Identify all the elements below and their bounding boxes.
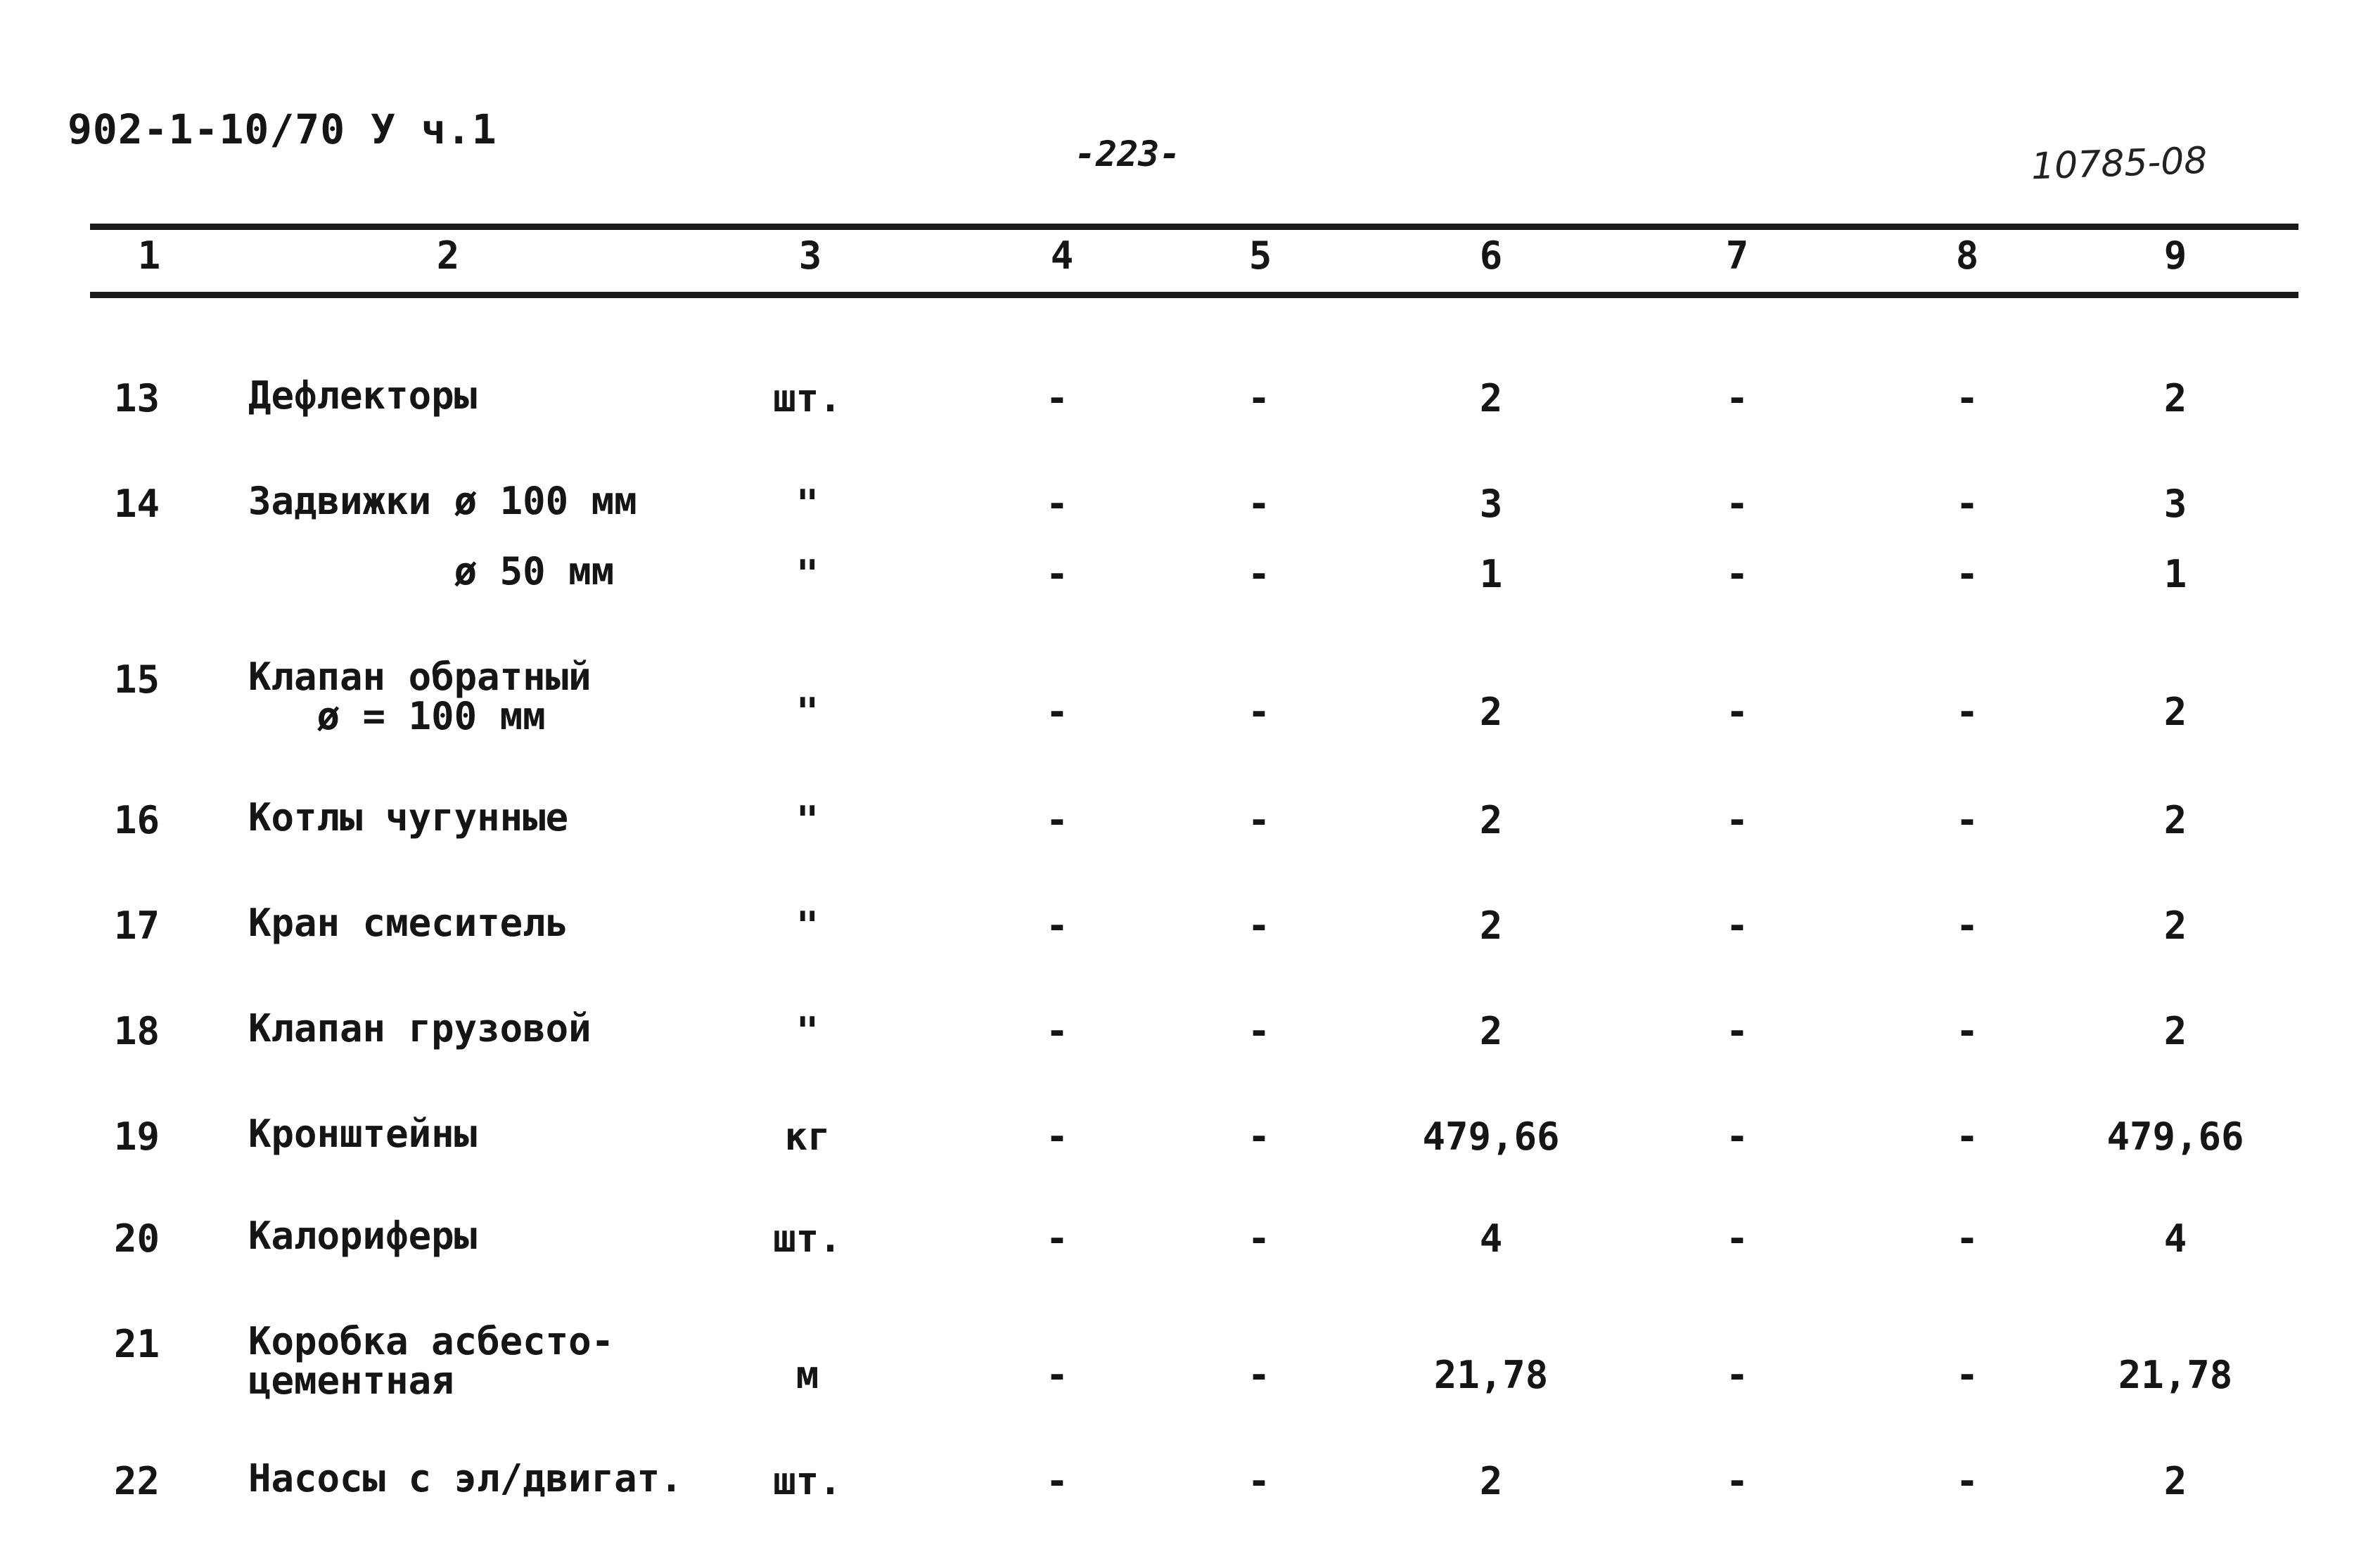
unit-cell: "	[795, 552, 819, 596]
column-6-value: 2	[1479, 798, 1503, 842]
item-name	[248, 549, 615, 593]
item-name-line: Насосы с эл/двигат.	[248, 1456, 683, 1500]
column-8-value: -	[1955, 552, 1979, 596]
column-5-value: -	[1247, 1216, 1271, 1261]
row-number: 17	[114, 904, 160, 948]
column-7-value: -	[1725, 798, 1749, 842]
column-9-value: 2	[2163, 1459, 2187, 1503]
unit-cell: шт.	[773, 1459, 842, 1503]
row-number: 14	[114, 482, 160, 526]
item-name	[248, 1456, 683, 1500]
column-7-value: -	[1725, 1459, 1749, 1503]
item-name	[248, 795, 569, 840]
column-8-value: -	[1955, 690, 1979, 734]
column-4-value: -	[1045, 1216, 1069, 1261]
row-number: 19	[114, 1114, 160, 1159]
column-header-5: 5	[1248, 233, 1272, 278]
row-number: 20	[114, 1216, 160, 1261]
column-5-value: -	[1247, 1009, 1271, 1053]
column-4-value: -	[1045, 798, 1069, 842]
unit-cell: шт.	[773, 376, 842, 420]
column-header-2: 2	[436, 233, 460, 278]
column-4-value: -	[1045, 552, 1069, 596]
column-9-value: 2	[2163, 904, 2187, 948]
item-name-line: Клапан обратный	[248, 655, 591, 699]
column-4-value: -	[1045, 1353, 1069, 1397]
row-number: 13	[114, 376, 160, 420]
column-8-value: -	[1955, 1216, 1979, 1261]
column-header-9: 9	[2163, 233, 2187, 278]
unit-cell: "	[795, 482, 819, 526]
item-name-line: Кран смеситель	[248, 901, 569, 945]
column-6-value: 2	[1479, 904, 1503, 948]
column-9-value: 479,66	[2106, 1114, 2244, 1159]
column-6-value: 4	[1479, 1216, 1503, 1261]
column-8-value: -	[1955, 1459, 1979, 1503]
column-header-8: 8	[1955, 233, 1979, 278]
column-6-value: 2	[1479, 376, 1503, 420]
row-number: 18	[114, 1009, 160, 1053]
item-name	[248, 1006, 591, 1050]
column-4-value: -	[1045, 904, 1069, 948]
item-name-line: Дефлекторы	[248, 373, 478, 418]
column-9-value: 2	[2163, 798, 2187, 842]
item-name	[248, 1114, 477, 1154]
column-6-value: 1	[1479, 552, 1503, 596]
column-8-value: -	[1955, 1353, 1979, 1397]
column-8-value: -	[1955, 376, 1979, 420]
column-header-3: 3	[798, 233, 822, 278]
column-header-6: 6	[1479, 233, 1503, 278]
column-9-value: 2	[2163, 376, 2187, 420]
unit-cell: кг	[784, 1114, 831, 1159]
column-4-value: -	[1045, 1114, 1069, 1159]
unit-cell: м	[795, 1353, 819, 1397]
column-7-value: -	[1725, 376, 1749, 420]
unit-cell: "	[795, 904, 819, 948]
column-5-value: -	[1247, 376, 1271, 420]
column-6-value: 479,66	[1422, 1114, 1560, 1159]
unit-cell: "	[795, 1009, 819, 1053]
column-5-value: -	[1247, 1459, 1271, 1503]
table-header-rule	[90, 292, 2298, 298]
column-9-value: 2	[2163, 1009, 2187, 1053]
row-number: 22	[114, 1459, 160, 1503]
item-name-line: ø 50 мм	[248, 549, 615, 593]
column-header-1: 1	[137, 233, 161, 278]
column-6-value: 21,78	[1433, 1353, 1549, 1397]
item-name	[248, 479, 637, 523]
column-8-value: -	[1955, 904, 1979, 948]
column-5-value: -	[1247, 1114, 1271, 1159]
column-6-value: 2	[1479, 1009, 1503, 1053]
column-5-value: -	[1247, 1353, 1271, 1397]
item-name	[248, 373, 478, 418]
column-8-value: -	[1955, 798, 1979, 842]
column-6-value: 3	[1479, 482, 1503, 526]
column-7-value: -	[1725, 904, 1749, 948]
column-9-value: 2	[2163, 690, 2187, 734]
column-7-value: -	[1725, 482, 1749, 526]
item-name	[248, 1319, 615, 1403]
column-9-value: 4	[2163, 1216, 2187, 1261]
unit-cell: "	[795, 798, 819, 842]
column-7-value: -	[1725, 1009, 1749, 1053]
column-5-value: -	[1247, 482, 1271, 526]
column-7-value: -	[1725, 1216, 1749, 1261]
column-5-value: -	[1247, 798, 1271, 842]
column-9-value: 3	[2163, 482, 2187, 526]
row-number: 16	[114, 798, 160, 842]
column-7-value: -	[1725, 1114, 1749, 1159]
item-name-line: ø = 100 мм	[248, 694, 546, 738]
column-4-value: -	[1045, 1009, 1069, 1053]
column-5-value: -	[1247, 690, 1271, 734]
table-top-rule	[90, 224, 2298, 230]
unit-cell: шт.	[773, 1216, 842, 1261]
page-number: -223-	[1075, 134, 1181, 174]
item-name	[248, 657, 591, 736]
item-name-line: Калориферы	[248, 1214, 478, 1258]
item-name-line: Клапан грузовой	[248, 1006, 591, 1050]
column-header-4: 4	[1050, 233, 1074, 278]
column-6-value: 2	[1479, 690, 1503, 734]
column-7-value: -	[1725, 690, 1749, 734]
column-7-value: -	[1725, 1353, 1749, 1397]
column-6-value: 2	[1479, 1459, 1503, 1503]
item-name	[248, 1216, 477, 1256]
column-9-value: 21,78	[2118, 1353, 2233, 1397]
column-header-7: 7	[1725, 233, 1749, 278]
column-8-value: -	[1955, 1114, 1979, 1159]
column-4-value: -	[1045, 482, 1069, 526]
column-4-value: -	[1045, 690, 1069, 734]
item-name-line: Котлы чугунные	[248, 795, 569, 840]
row-number: 15	[114, 657, 160, 702]
row-number: 21	[114, 1322, 160, 1366]
column-9-value: 1	[2163, 552, 2187, 596]
item-name-line: Коробка асбесто-	[248, 1319, 615, 1363]
column-4-value: -	[1045, 1459, 1069, 1503]
archive-number: 10785-08	[2030, 139, 2208, 188]
document-code: 902-1-10/70 У ч.1	[68, 105, 497, 153]
column-4-value: -	[1045, 376, 1069, 420]
item-name	[248, 901, 569, 945]
column-8-value: -	[1955, 1009, 1979, 1053]
unit-cell: "	[795, 690, 819, 734]
column-5-value: -	[1247, 904, 1271, 948]
column-5-value: -	[1247, 552, 1271, 596]
item-name-line: Задвижки ø 100 мм	[248, 479, 637, 523]
item-name-line: Кронштейны	[248, 1112, 478, 1156]
column-7-value: -	[1725, 552, 1749, 596]
item-name-line: цементная	[248, 1358, 454, 1403]
column-8-value: -	[1955, 482, 1979, 526]
